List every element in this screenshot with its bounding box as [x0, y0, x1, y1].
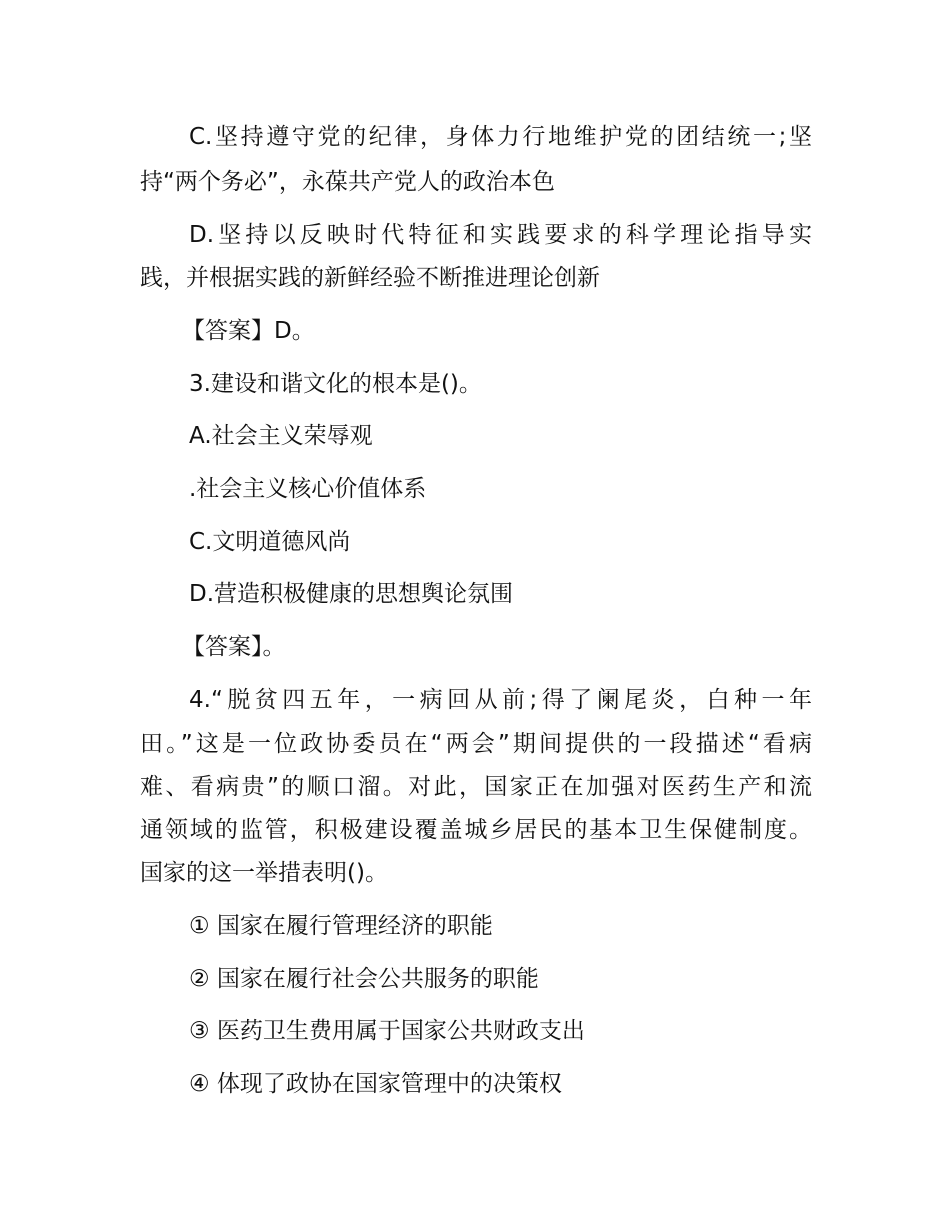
question-3-option-c: C.文明道德风尚	[189, 529, 351, 555]
question-4-item-2: ② 国家在履行社会公共服务的职能	[189, 966, 539, 992]
question-4-line-5: 国家的这一举措表明()。	[140, 860, 388, 886]
question-4-line-1: 4.“脱贫四五年，一病回从前;得了阑尾炎，白种一年	[189, 687, 812, 713]
option-c-line-2: 持“两个务必”，永葆共产党人的政治本色	[140, 169, 555, 195]
question-3-option-a: A.社会主义荣辱观	[189, 423, 373, 449]
question-3-stem: 3.建设和谐文化的根本是()。	[189, 371, 482, 397]
question-4-item-3: ③ 医药卫生费用属于国家公共财政支出	[189, 1018, 585, 1044]
question-4-item-1: ① 国家在履行管理经济的职能	[189, 913, 493, 939]
option-d-line-1: D.坚持以反映时代特征和实践要求的科学理论指导实	[189, 222, 812, 248]
answer-2: 【答案】D。	[182, 318, 315, 344]
answer-3: 【答案】。	[182, 634, 286, 660]
question-4-line-4: 通领域的监管，积极建设覆盖城乡居民的基本卫生保健制度。	[140, 817, 812, 843]
option-d-line-2: 践，并根据实践的新鲜经验不断推进理论创新	[140, 265, 600, 291]
question-4-item-4: ④ 体现了政协在国家管理中的决策权	[189, 1071, 562, 1097]
option-c-line-1: C.坚持遵守党的纪律，身体力行地维护党的团结统一;坚	[189, 124, 812, 150]
question-4-line-2: 田。”这是一位政协委员在“两会”期间提供的一段描述“看病	[140, 731, 812, 757]
question-3-option-b: .社会主义核心价值体系	[189, 476, 427, 502]
question-3-option-d: D.营造积极健康的思想舆论氛围	[189, 581, 514, 607]
question-4-line-3: 难、看病贵”的顺口溜。对此，国家正在加强对医药生产和流	[140, 774, 812, 800]
